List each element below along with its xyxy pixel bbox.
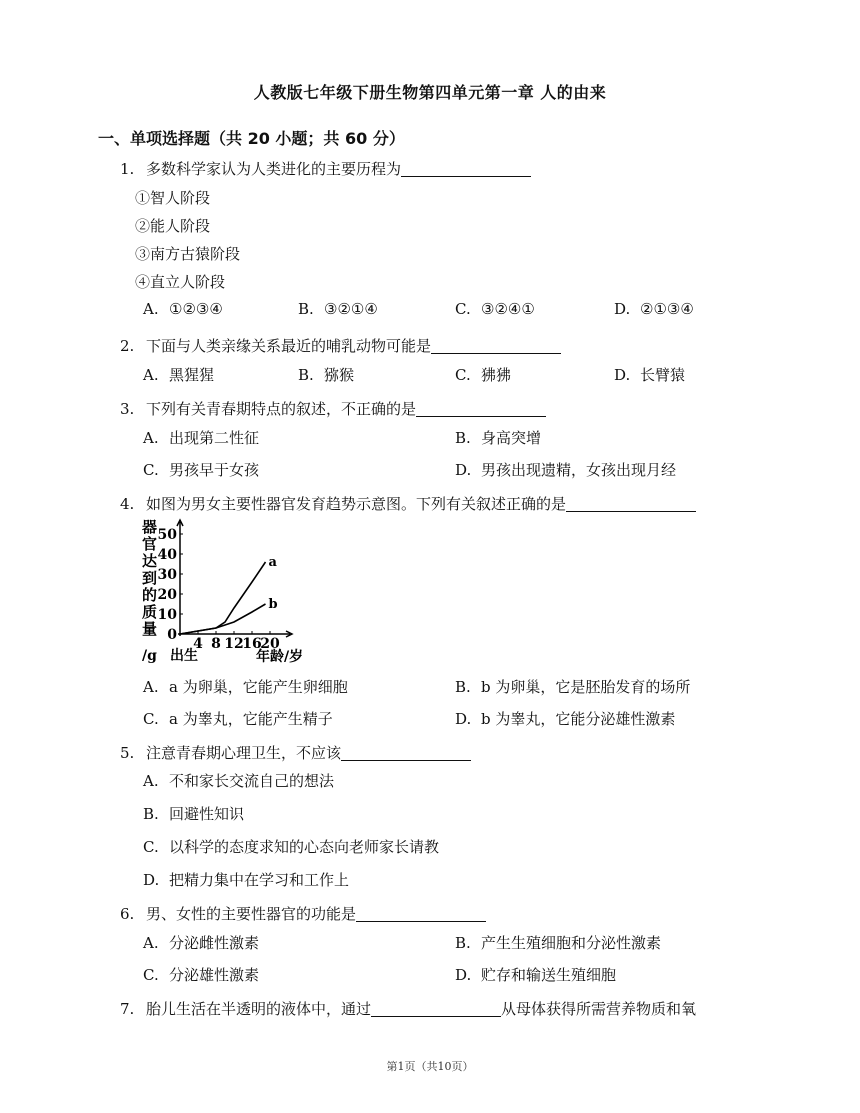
option-a[interactable]: A. ①②③④	[143, 300, 223, 318]
answer-blank[interactable]	[401, 160, 531, 177]
answer-blank[interactable]	[341, 744, 471, 761]
option-a[interactable]: A. 分泌雌性激素	[143, 934, 260, 952]
y-tick-label: 30	[157, 567, 177, 583]
option-a[interactable]: A. a 为卵巢，它能产生卵细胞	[143, 678, 348, 696]
question-text: 如图为男女主要性器官发育趋势示意图。下列有关叙述正确的是	[146, 495, 567, 513]
y-label-char: 的	[142, 586, 158, 604]
question-number: 6.	[120, 905, 135, 923]
option-d[interactable]: D. 把精力集中在学习和工作上	[143, 871, 350, 889]
option-d[interactable]: D. 贮存和输送生殖细胞	[455, 966, 617, 984]
option-c[interactable]: C. 分泌雄性激素	[143, 966, 260, 984]
answer-blank[interactable]	[416, 400, 546, 417]
option-d[interactable]: D. 长臂猿	[614, 366, 686, 384]
option-a[interactable]: A. 黑猩猩	[143, 366, 215, 384]
sub-item: ④直立人阶段	[135, 273, 226, 291]
question-text: 男、女性的主要性器官的功能是	[146, 905, 357, 923]
question-text: 下列有关青春期特点的叙述，不正确的是	[146, 400, 417, 418]
y-label-char: 器	[142, 518, 158, 536]
option-a[interactable]: A. 出现第二性征	[143, 429, 260, 447]
option-b[interactable]: B. b 为卵巢，它是胚胎发育的场所	[455, 678, 691, 696]
series-label-a: a	[268, 555, 277, 570]
x-tick-label: 16	[242, 636, 262, 652]
y-tick-label: 0	[167, 627, 177, 643]
question-7	[120, 998, 696, 1019]
series-lines	[180, 555, 278, 634]
x-tick-label: 12	[224, 636, 244, 652]
question-4	[120, 493, 696, 514]
option-c[interactable]: C. 狒狒	[455, 366, 512, 384]
option-b[interactable]: B. 身高突增	[455, 429, 542, 447]
x-tick-label: 20	[260, 636, 280, 652]
organ-development-chart	[138, 518, 318, 668]
question-text: 注意青春期心理卫生，不应该	[146, 744, 342, 762]
option-b[interactable]: B. ③②①④	[298, 300, 378, 318]
y-tick-label: 20	[157, 587, 177, 603]
option-a[interactable]: A. 不和家长交流自己的想法	[143, 772, 335, 790]
page-footer: 第1页（共10页）	[386, 1060, 474, 1073]
option-c[interactable]: C. 以科学的态度求知的心态向老师家长请教	[143, 838, 440, 856]
option-d[interactable]: D. ②①③④	[614, 300, 694, 318]
y-label-char: 达	[142, 552, 158, 570]
series-line-b	[180, 604, 266, 634]
option-b[interactable]: B. 产生生殖细胞和分泌性激素	[455, 934, 662, 952]
sub-item: ①智人阶段	[135, 189, 211, 207]
question-number: 7.	[120, 1000, 135, 1018]
section-heading: 一、单项选择题（共 20 小题；共 60 分）	[98, 129, 405, 148]
sub-item: ③南方古猿阶段	[135, 245, 241, 263]
sub-item: ②能人阶段	[135, 217, 211, 235]
question-number: 2.	[120, 337, 135, 355]
document-title: 人教版七年级下册生物第四单元第一章 人的由来	[253, 83, 607, 102]
y-axis-unit: /g	[142, 648, 157, 664]
question-number: 4.	[120, 495, 135, 513]
series-line-a	[180, 562, 266, 634]
chart-axes	[177, 520, 292, 637]
y-label-char: 官	[142, 535, 158, 553]
question-number: 1.	[120, 160, 135, 178]
y-label-char: 量	[142, 620, 158, 638]
y-ticks	[158, 527, 183, 643]
y-axis-label	[141, 518, 157, 638]
question-text: 多数科学家认为人类进化的主要历程为	[146, 160, 402, 178]
option-c[interactable]: C. 男孩早于女孩	[143, 461, 260, 479]
x-tick-label: 8	[211, 636, 221, 652]
y-label-char: 到	[142, 569, 158, 587]
question-number: 3.	[120, 400, 135, 418]
option-b[interactable]: B. 猕猴	[298, 366, 355, 384]
y-tick-label: 50	[157, 527, 177, 543]
option-d[interactable]: D. b 为睾丸，它能分泌雄性激素	[455, 710, 676, 728]
option-d[interactable]: D. 男孩出现遗精，女孩出现月经	[455, 461, 677, 479]
answer-blank[interactable]	[356, 905, 486, 922]
question-text: 胎儿生活在半透明的液体中，通过	[146, 1000, 372, 1018]
answer-blank[interactable]	[566, 495, 696, 512]
x-axis-label: 年龄/岁	[256, 649, 304, 665]
answer-blank[interactable]	[431, 337, 561, 354]
question-number: 5.	[120, 744, 135, 762]
question-5	[120, 742, 471, 763]
question-text: 下面与人类亲缘关系最近的哺乳动物可能是	[146, 337, 432, 355]
option-c[interactable]: C. ③②④①	[455, 300, 535, 318]
y-tick-label: 10	[157, 607, 177, 623]
question-text-continued: 从母体获得所需营养物质和氧	[501, 1000, 697, 1018]
question-2	[120, 335, 561, 356]
y-tick-label: 40	[157, 547, 177, 563]
y-label-char: 质	[142, 603, 158, 621]
option-c[interactable]: C. a 为睾丸，它能产生精子	[143, 710, 333, 728]
question-1	[120, 158, 531, 179]
option-b[interactable]: B. 回避性知识	[143, 805, 245, 823]
question-6	[120, 903, 486, 924]
answer-blank[interactable]	[371, 1000, 501, 1017]
series-label-b: b	[268, 597, 278, 612]
x-tick-label: 4	[193, 636, 203, 652]
x-origin-label: 出生	[170, 648, 198, 664]
question-3	[120, 398, 546, 419]
